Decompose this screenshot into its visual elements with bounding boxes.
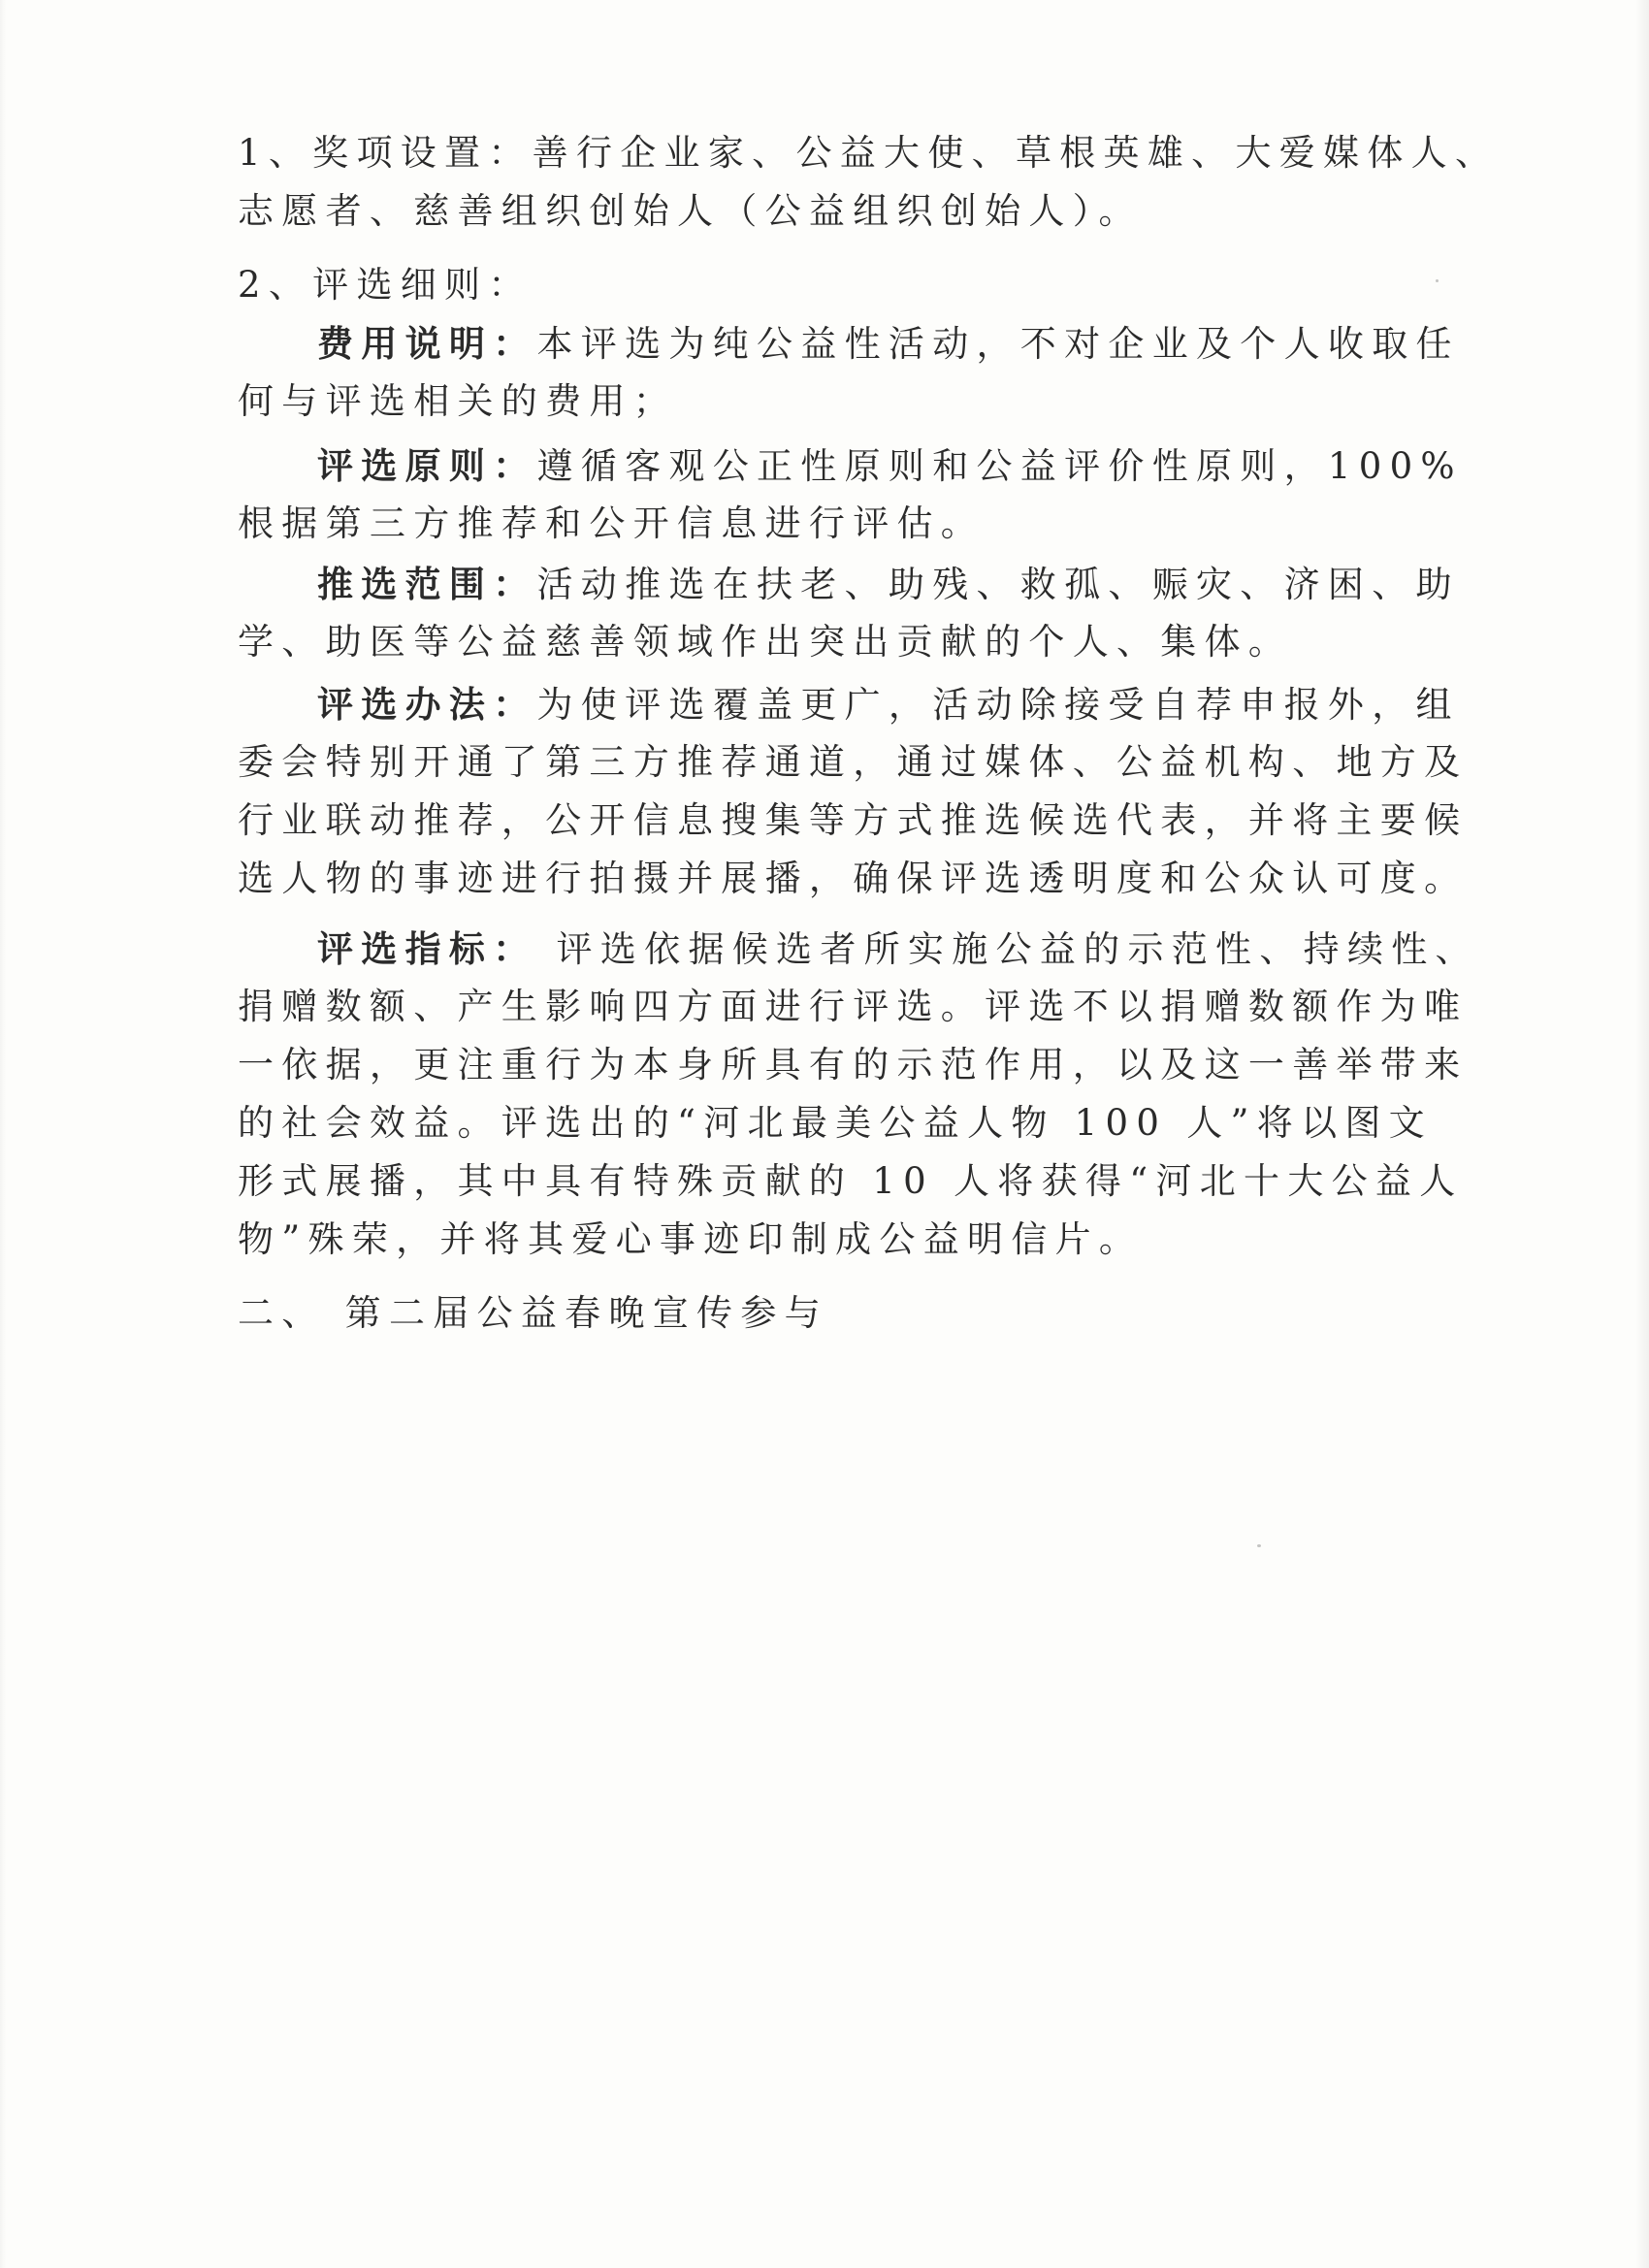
indicator-paragraph-line-3: 一依据，更注重行为本身所具有的示范作用，以及这一善举带来 — [238, 1044, 1469, 1085]
method-paragraph-line-4: 选人物的事迹进行拍摄并展播，确保评选透明度和公众认可度。 — [238, 858, 1469, 899]
scope-paragraph-line-2: 学、助医等公益慈善领域作出突出贡献的个人、集体。 — [238, 621, 1293, 663]
principle-text: 遵循客观公正性原则和公益评价性原则，100% — [536, 445, 1463, 487]
page-edge-shadow — [1635, 0, 1649, 2268]
award-setting-line-2: 志愿者、慈善组织创始人（公益组织创始人）。 — [238, 190, 1143, 232]
indicator-label: 评选指标： — [317, 927, 537, 970]
scan-speck — [1257, 1544, 1261, 1547]
scope-label: 推选范围： — [317, 563, 537, 605]
fee-text: 本评选为纯公益性活动，不对企业及个人收取任 — [536, 323, 1460, 365]
indicator-paragraph-line-2: 捐赠数额、产生影响四方面进行评选。评选不以捐赠数额作为唯 — [238, 986, 1469, 1027]
award-setting-line-1: 1、奖项设置：善行企业家、公益大使、草根英雄、大爱媒体人、 — [238, 132, 1500, 174]
principle-paragraph-line-2: 根据第三方推荐和公开信息进行评估。 — [238, 502, 986, 544]
indicator-paragraph-line-6: 物”殊荣，并将其爱心事迹印制成公益明信片。 — [238, 1218, 1144, 1260]
principle-label: 评选原则： — [317, 444, 537, 487]
fee-paragraph-line-2: 何与评选相关的费用； — [238, 380, 677, 422]
method-paragraph-line-1 — [317, 681, 1460, 729]
fee-paragraph-line-1 — [317, 320, 1460, 368]
scan-speck — [1436, 279, 1439, 282]
indicator-paragraph-line-5: 形式展播，其中具有特殊贡献的 10 人将获得“河北十大公益人 — [238, 1160, 1464, 1202]
method-paragraph-line-3: 行业联动推荐，公开信息搜集等方式推选候选代表，并将主要候 — [238, 799, 1469, 841]
section-two-heading: 二、 第二届公益春晚宣传参与 — [238, 1292, 828, 1334]
fee-label: 费用说明： — [317, 322, 537, 365]
rules-heading: 2、评选细则： — [238, 264, 533, 306]
scope-paragraph-line-1 — [317, 561, 1460, 608]
indicator-text: 评选依据候选者所实施公益的示范性、持续性、 — [536, 928, 1479, 970]
method-paragraph-line-2: 委会特别开通了第三方推荐通道，通过媒体、公益机构、地方及 — [238, 741, 1469, 783]
scope-text: 活动推选在扶老、助残、救孤、赈灾、济困、助 — [536, 564, 1460, 605]
method-label: 评选办法： — [317, 683, 537, 726]
method-text: 为使评选覆盖更广，活动除接受自荐申报外，组 — [536, 684, 1460, 726]
principle-paragraph-line-1 — [317, 442, 1463, 490]
indicator-paragraph-line-4: 的社会效益。评选出的“河北最美公益人物 100 人”将以图文 — [238, 1102, 1433, 1144]
indicator-paragraph-line-1 — [317, 925, 1479, 973]
